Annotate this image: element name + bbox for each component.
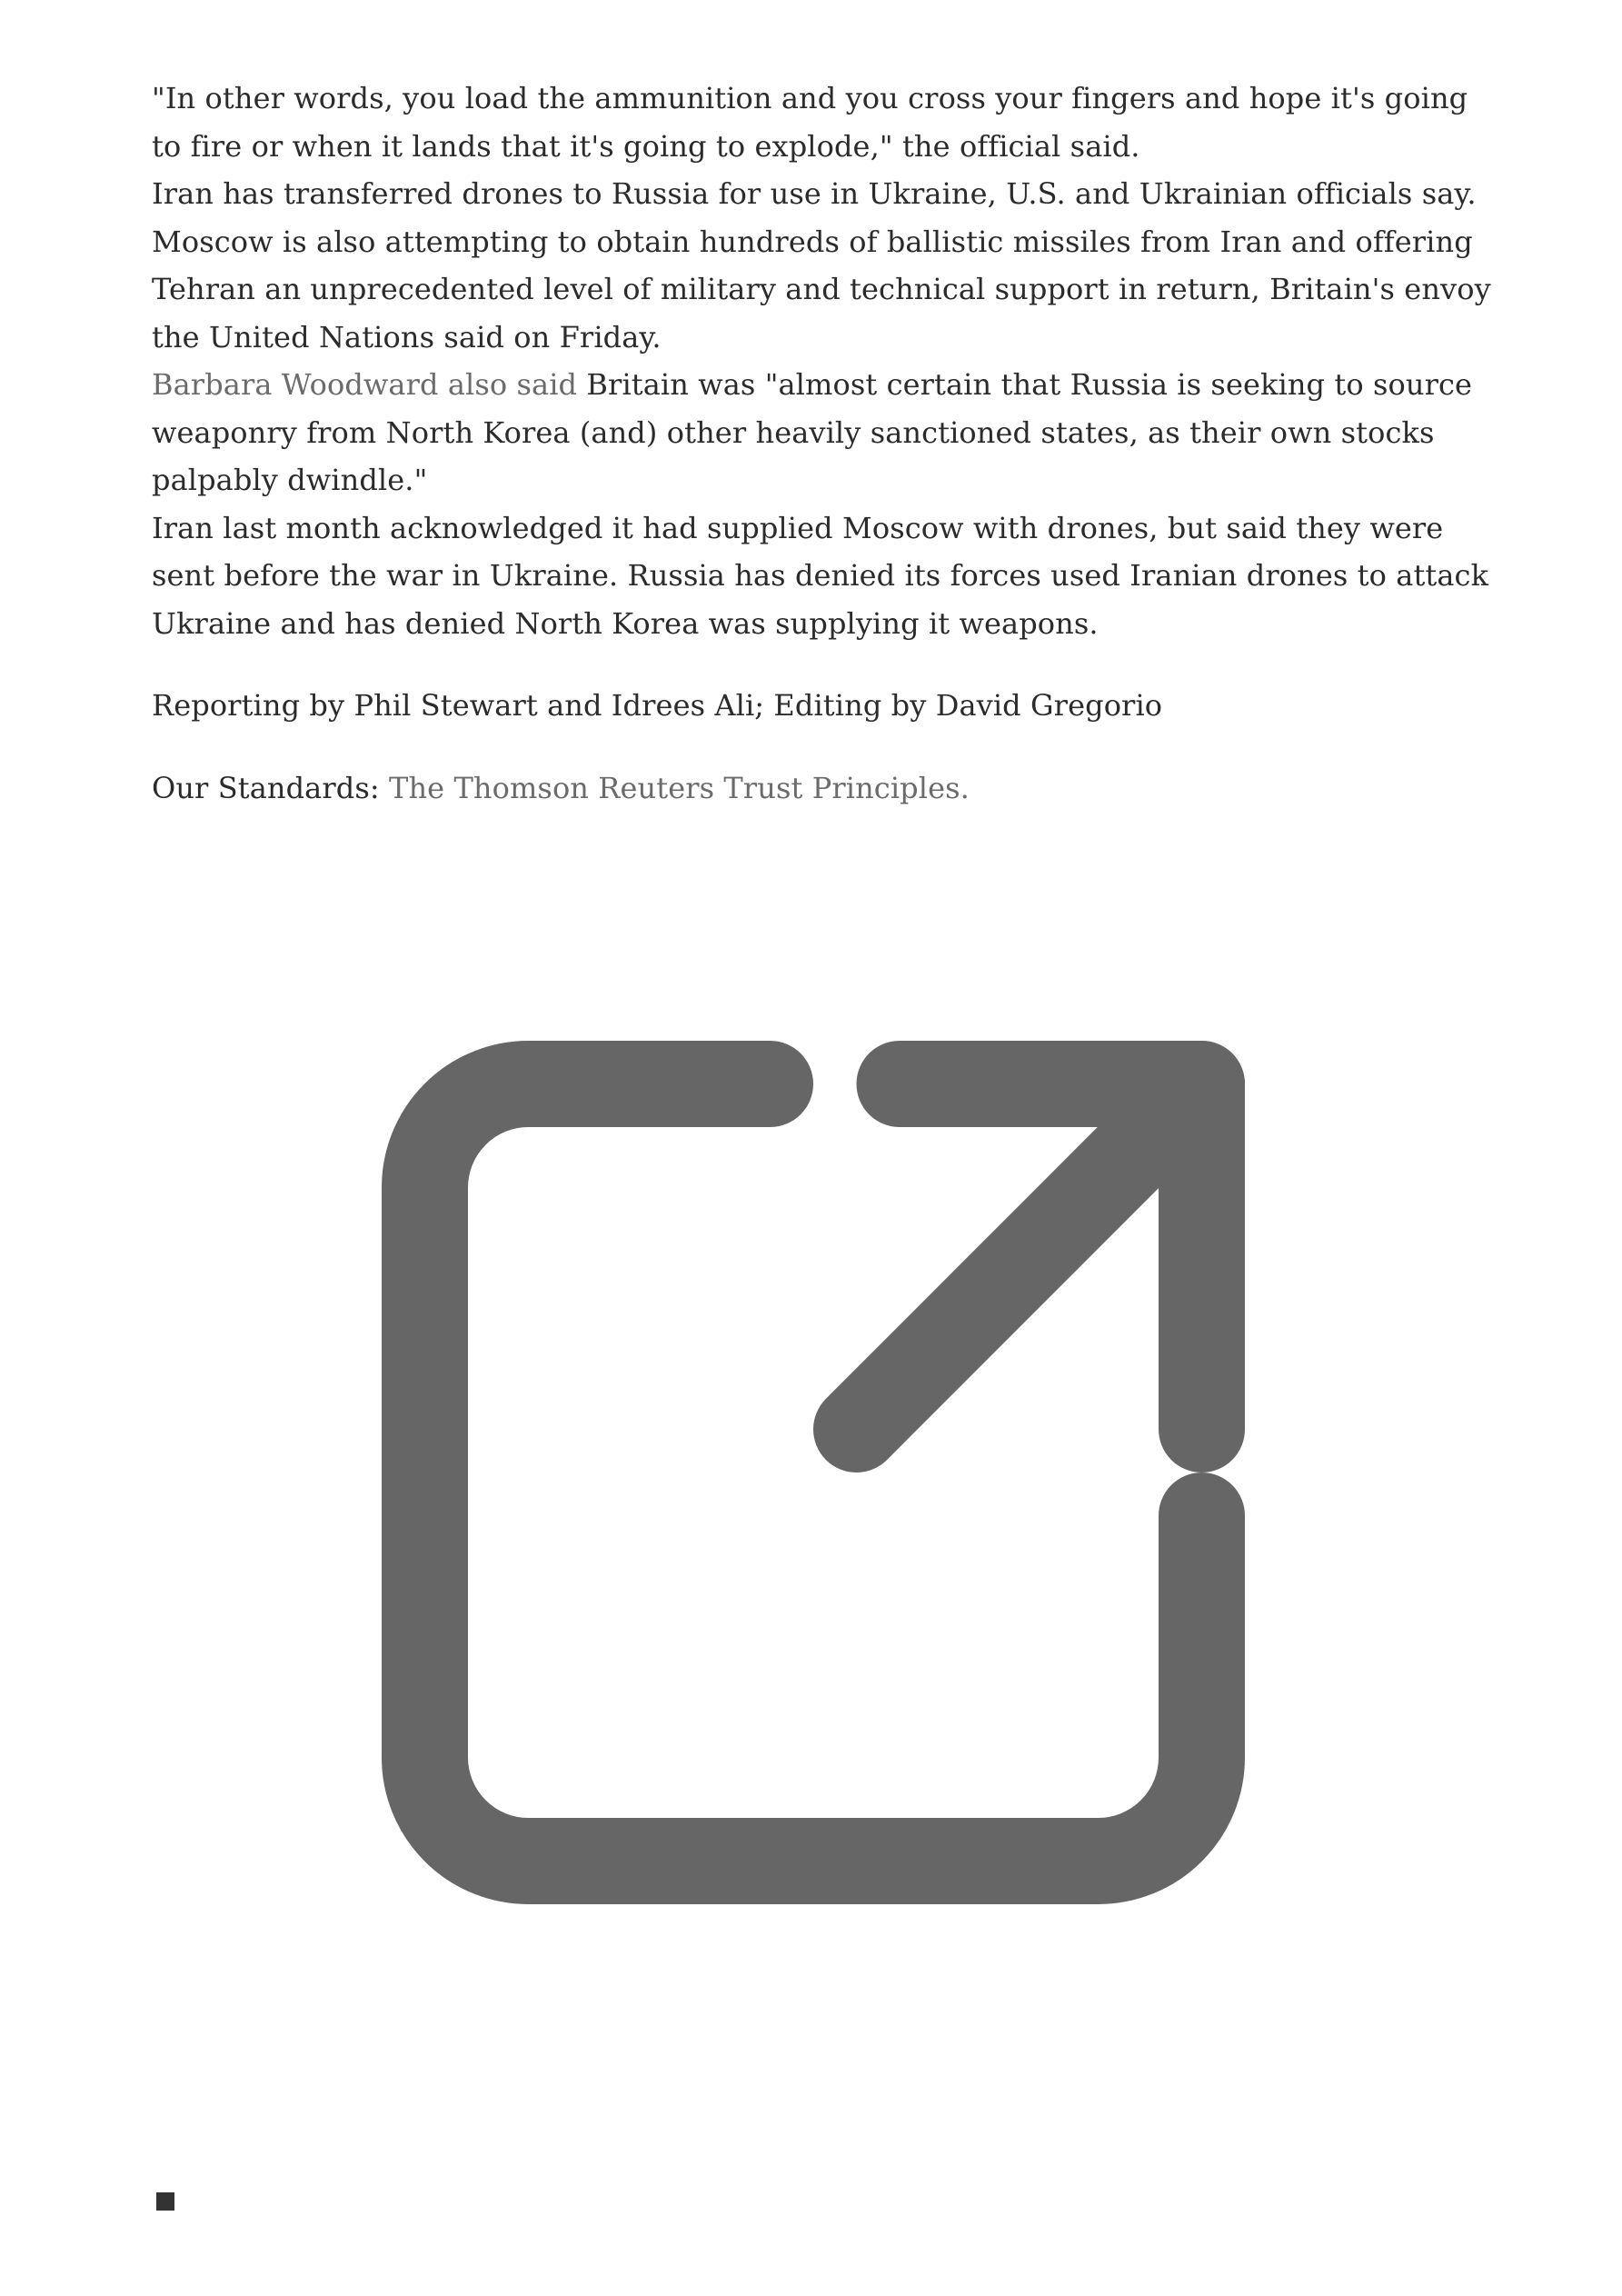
- reporting-credits: Reporting by Phil Stewart and Idrees Ali; Editing by David Gregorio: [152, 688, 1163, 723]
- article-paragraph: [152, 361, 1497, 504]
- woodward-link[interactable]: Barbara Woodward also said: [152, 367, 578, 402]
- trust-principles-link[interactable]: The Thomson Reuters Trust Principles.: [389, 770, 970, 805]
- article-paragraph: Iran has transferred drones to Russia for use in Ukraine, U.S. and Ukrainian officials say. Moscow is also attempting to obtain hundreds of ballistic missiles from Iran and offering Tehran an unprecedented level of military and technical support in return, Britain's envoy the United Nations said on Friday.: [152, 176, 1491, 354]
- standards-label: Our Standards:: [152, 770, 389, 805]
- article-paragraph: "In other words, you load the ammunition and you cross your fingers and hope it's going to fire or when it lands that it's going to explode," the official said.: [152, 81, 1468, 164]
- article-paragraph: Iran last month acknowledged it had supplied Moscow with drones, but said they were sent before the war in Ukraine. Russia has denied its forces used Iranian drones to attack Ukraine and has denied North Korea was supplying it weapons.: [152, 510, 1489, 641]
- our-standards: [152, 764, 1497, 813]
- square-bullet-icon: [156, 2192, 174, 2211]
- paragraph-text: Britain was "almost certain that Russia is seeking to source weaponry from North Korea (and) other heavily sanctioned states, as their own stocks palpably dwindle.": [152, 367, 1473, 497]
- external-link-icon[interactable]: [382, 1041, 1245, 1904]
- external-link-icon-graphic: [382, 1041, 1245, 1904]
- article-body: [152, 75, 1497, 812]
